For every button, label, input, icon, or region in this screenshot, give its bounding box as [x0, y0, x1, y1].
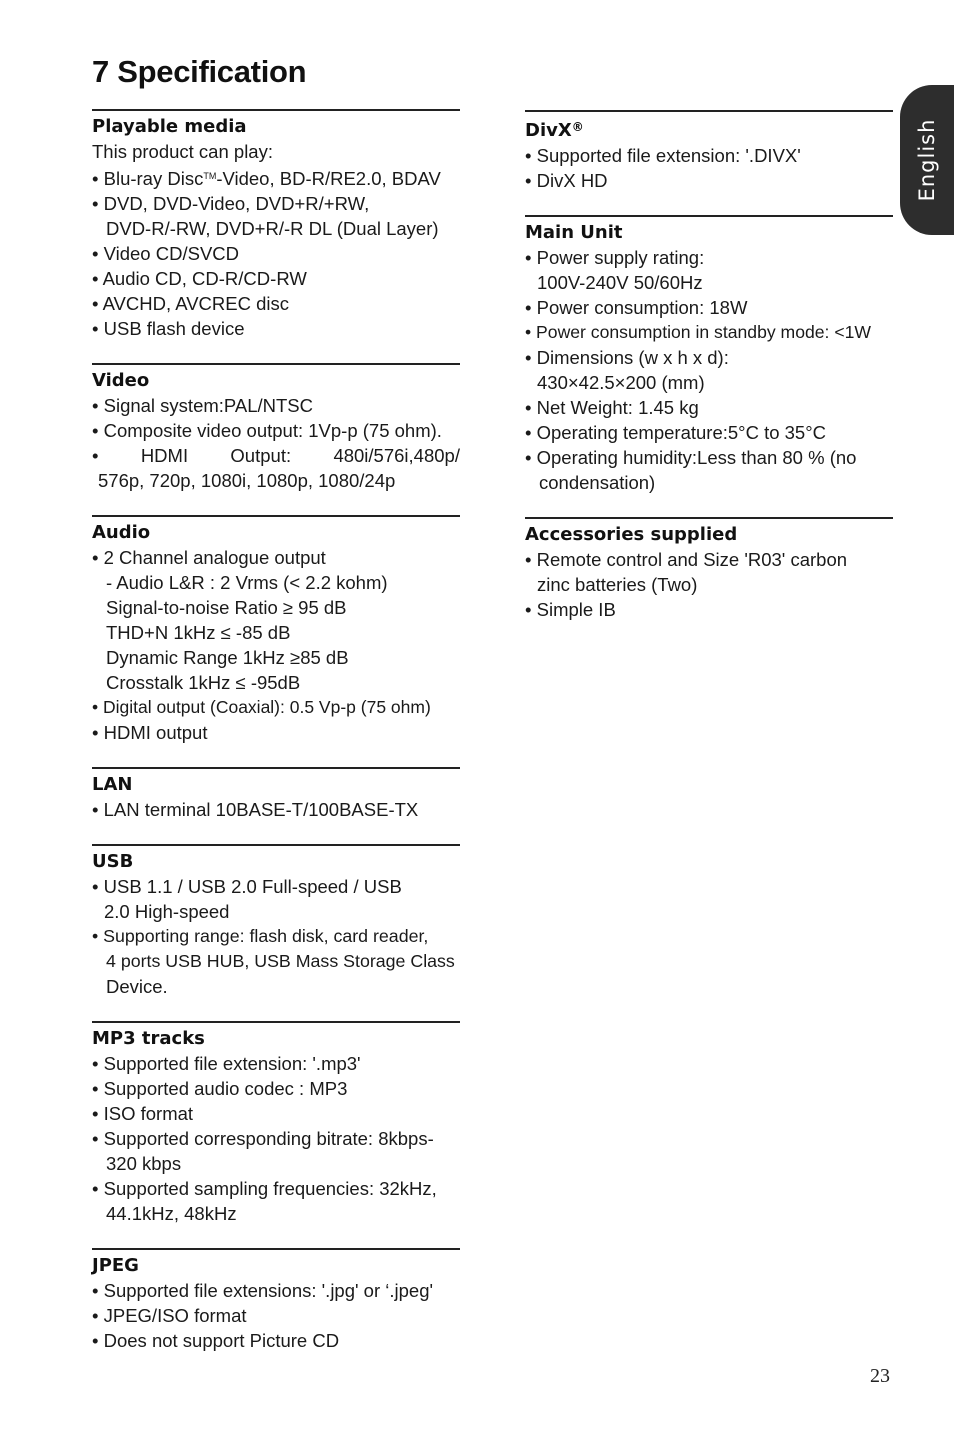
spec-line: • Supported file extension: '.mp3' [92, 1053, 361, 1074]
spec-line: • LAN terminal 10BASE-T/100BASE-TX [92, 799, 419, 820]
section-heading: MP3 tracks [92, 1028, 205, 1049]
spec-line: • Supported file extensions: '.jpg' or ‘.jpeg' [92, 1280, 434, 1301]
section-audio [92, 515, 460, 745]
section-divider [92, 1021, 460, 1023]
spec-line: zinc batteries (Two) [537, 574, 698, 595]
section-video [92, 363, 460, 493]
spec-line: DVD-R/-RW, DVD+R/-R DL (Dual Layer) [106, 218, 439, 239]
spec-line: 100V-240V 50/60Hz [537, 272, 703, 293]
spec-line: • Supported file extension: '.DIVX' [525, 145, 801, 166]
section-accessories [525, 517, 893, 622]
section-divider [92, 1248, 460, 1250]
spec-line: Device. [106, 976, 168, 997]
spec-line: • Video CD/SVCD [92, 243, 239, 264]
spec-line: - Audio L&R : 2 Vrms (< 2.2 kohm) [106, 572, 388, 593]
spec-line: THD+N 1kHz ≤ -85 dB [106, 622, 291, 643]
section-divider [92, 767, 460, 769]
spec-line: • USB flash device [92, 318, 245, 339]
section-divx [525, 110, 893, 193]
spec-text: Output: [230, 445, 292, 466]
registered-mark: ® [571, 120, 584, 134]
spec-line: • Composite video output: 1Vp-p (75 ohm). [92, 420, 442, 441]
spec-line: 320 kbps [106, 1153, 182, 1174]
right-column [525, 110, 893, 622]
spec-line: • Does not support Picture CD [92, 1330, 340, 1351]
spec-text: • Blu-ray Disc [92, 168, 204, 189]
spec-line: 2.0 High-speed [104, 901, 230, 922]
spec-line: Crosstalk 1kHz ≤ -95dB [106, 672, 301, 693]
spec-line: 576p, 720p, 1080i, 1080p, 1080/24p [98, 470, 396, 491]
trademark-mark: TM [203, 171, 217, 181]
section-divider [525, 215, 893, 217]
spec-line: • Audio CD, CD-R/CD-RW [92, 268, 307, 289]
spec-line [92, 443, 460, 468]
spec-line: • Signal system:PAL/NTSC [92, 395, 314, 416]
spec-line: • Supporting range: flash disk, card reader, [92, 926, 429, 946]
spec-line: • Remote control and Size 'R03' carbon [525, 549, 848, 570]
spec-line: • Dimensions (w x h x d): [525, 347, 729, 368]
section-heading: Playable media [92, 116, 247, 137]
spec-line: • Supported corresponding bitrate: 8kbps- [92, 1128, 434, 1149]
spec-line: • AVCHD, AVCREC disc [92, 293, 290, 314]
section-heading [525, 115, 893, 143]
section-divider [92, 109, 460, 111]
section-heading-text: DivX [525, 120, 572, 141]
section-divider [92, 844, 460, 846]
page-number: 23 [870, 1365, 890, 1387]
section-jpeg [92, 1248, 460, 1353]
section-heading: JPEG [92, 1255, 139, 1276]
section-usb [92, 844, 460, 999]
section-playable-media [92, 109, 460, 341]
spec-line: • Power supply rating: [525, 247, 705, 268]
spec-line: • Net Weight: 1.45 kg [525, 397, 699, 418]
spec-line: • HDMI output [92, 722, 208, 743]
section-divider [525, 110, 893, 112]
section-heading: LAN [92, 774, 133, 795]
spec-line: • Operating humidity:Less than 80 % (no [525, 447, 857, 468]
spec-line: • ISO format [92, 1103, 194, 1124]
section-mp3 [92, 1021, 460, 1226]
spec-line: This product can play: [92, 141, 273, 162]
spec-text: -Video, BD-R/RE2.0, BDAV [216, 168, 441, 189]
spec-line: 44.1kHz, 48kHz [106, 1203, 237, 1224]
spec-text: 480i/576i,480p/ [333, 445, 460, 466]
spec-text: • [92, 445, 99, 466]
section-heading: Video [92, 370, 150, 391]
spec-line: • Digital output (Coaxial): 0.5 Vp-p (75 ohm) [92, 697, 431, 717]
spec-line: condensation) [539, 472, 656, 493]
spec-line: Dynamic Range 1kHz ≥85 dB [106, 647, 349, 668]
spec-line: • DivX HD [525, 170, 608, 191]
left-column [92, 109, 460, 1353]
spec-line: • USB 1.1 / USB 2.0 Full-speed / USB [92, 876, 402, 897]
section-heading: USB [92, 851, 134, 872]
spec-line: • DVD, DVD-Video, DVD+R/+RW, [92, 193, 370, 214]
spec-line: • 2 Channel analogue output [92, 547, 326, 568]
spec-line: Signal-to-noise Ratio ≥ 95 dB [106, 597, 347, 618]
spec-line [92, 164, 460, 191]
section-divider [525, 517, 893, 519]
section-divider [92, 515, 460, 517]
section-heading: Accessories supplied [525, 524, 738, 545]
page-title: 7 Specification [92, 54, 307, 89]
spec-line: • Operating temperature:5°C to 35°C [525, 422, 826, 443]
spec-line: • Supported sampling frequencies: 32kHz, [92, 1178, 437, 1199]
spec-line: • Simple IB [525, 599, 616, 620]
section-heading: Audio [92, 522, 151, 543]
spec-line: 4 ports USB HUB, USB Mass Storage Class [106, 951, 455, 971]
language-tab [900, 85, 954, 235]
spec-line: • Power consumption: 18W [525, 297, 748, 318]
spec-line: • Power consumption in standby mode: <1W [525, 322, 871, 342]
language-tab-label: English [915, 118, 939, 202]
spec-line: • Supported audio codec : MP3 [92, 1078, 348, 1099]
section-heading: Main Unit [525, 222, 623, 243]
spec-line: • JPEG/ISO format [92, 1305, 247, 1326]
spec-text: HDMI [140, 445, 189, 466]
section-main-unit [525, 215, 893, 495]
section-lan [92, 767, 460, 822]
section-divider [92, 363, 460, 365]
spec-line: 430×42.5×200 (mm) [537, 372, 705, 393]
